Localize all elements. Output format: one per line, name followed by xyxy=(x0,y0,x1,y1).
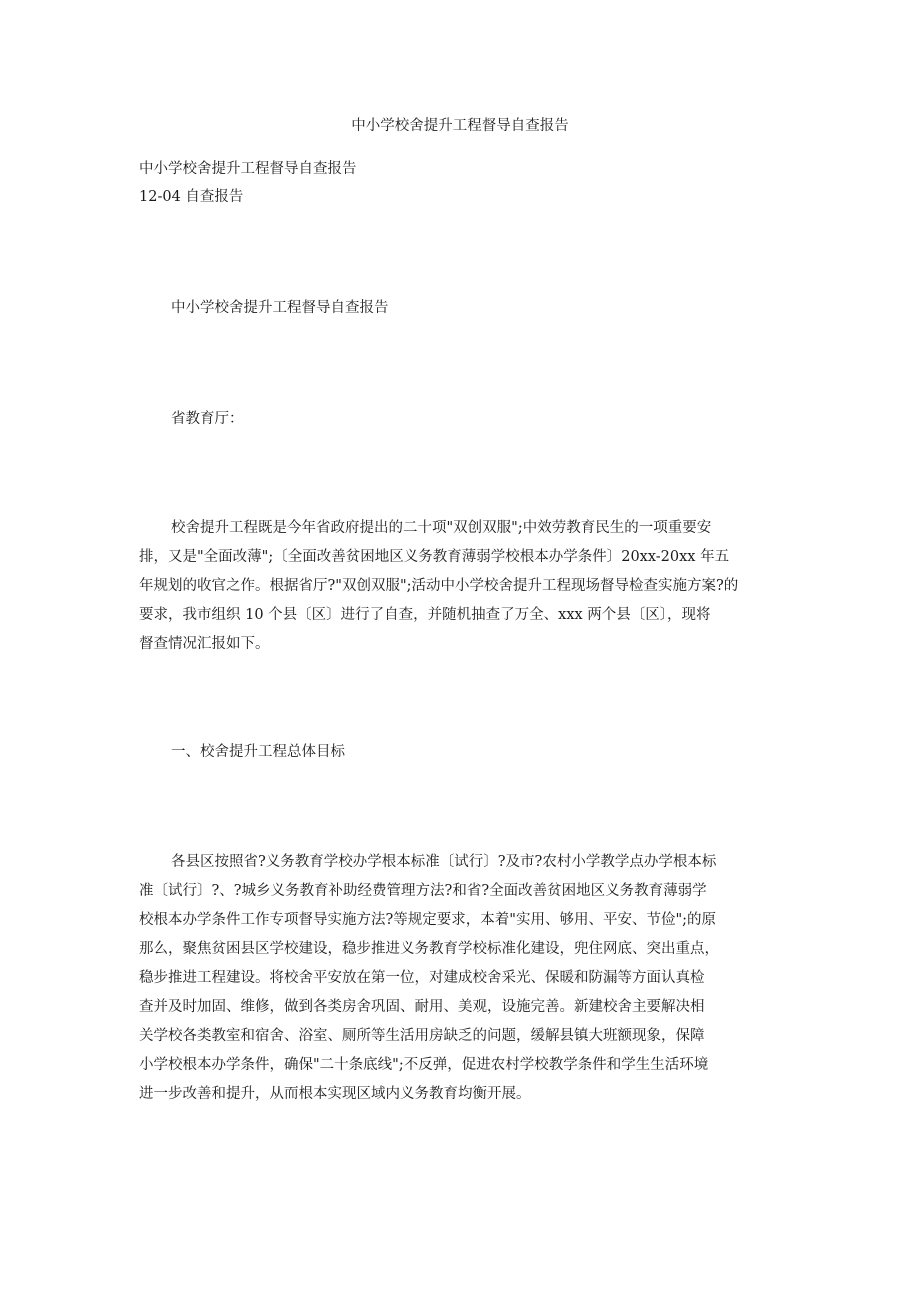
meta-title: 中小学校舍提升工程督导自查报告 xyxy=(139,161,357,177)
document-title: 中小学校舍提升工程督导自查报告 xyxy=(351,118,569,134)
paragraph-line: 查并及时加固、维修，做到各类房舍巩固、耐用、美观，设施完善。新建校舍主要解决相 xyxy=(139,999,705,1015)
paragraph-line: 那么，聚焦贫困县区学校建设，稳步推进义务教育学校标准化建设，兜住网底、突出重点， xyxy=(139,941,719,957)
paragraph-line: 校舍提升工程既是今年省政府提出的二十项"双创双服";中效劳教育民生的一项重要安 xyxy=(171,520,712,536)
paragraph-line: 进一步改善和提升，从而根本实现区域内义务教育均衡开展。 xyxy=(139,1086,531,1102)
paragraph-line: 各县区按照省?义务教育学校办学根本标准〔试行〕?及市?农村小学教学点办学根本标 xyxy=(171,854,717,870)
paragraph-line: 稳步推进工程建设。将校舍平安放在第一位，对建成校舍采光、保暖和防漏等方面认真检 xyxy=(139,970,705,986)
section1-paragraph xyxy=(139,848,819,1109)
paragraph-line: 要求，我市组织 10 个县〔区〕进行了自查，并随机抽查了万全、xxx 两个县〔区〕，现将 xyxy=(139,607,711,623)
paragraph-line: 督查情况汇报如下。 xyxy=(139,636,270,652)
paragraph-line: 关学校各类教室和宿舍、浴室、厕所等生活用房缺乏的问题，缓解县镇大班额现象，保障 xyxy=(139,1028,705,1044)
report-heading: 中小学校舍提升工程督导自查报告 xyxy=(171,300,389,316)
meta-date-category: 12-04 自查报告 xyxy=(139,189,244,205)
paragraph-line: 年规划的收官之作。根据省厅?"双创双服";活动中小学校舍提升工程现场督导检查实施方案?的 xyxy=(139,578,739,594)
intro-paragraph xyxy=(139,514,819,659)
paragraph-line: 小学校根本办学条件，确保"二十条底线";不反弹，促进农村学校教学条件和学生生活环境 xyxy=(139,1057,709,1073)
paragraph-line: 校根本办学条件工作专项督导实施方法?等规定要求，本着"实用、够用、平安、节俭";的原 xyxy=(139,912,716,928)
paragraph-line: 准〔试行〕?、?城乡义务教育补助经费管理方法?和省?全面改善贫困地区义务教育薄弱学 xyxy=(139,883,707,899)
paragraph-line: 排，又是"全面改薄";〔全面改善贫困地区义务教育薄弱学校根本办学条件〕20xx-20xx 年五 xyxy=(139,549,730,565)
greeting: 省教育厅： xyxy=(171,411,244,427)
section-heading: 一、校舍提升工程总体目标 xyxy=(171,744,345,760)
